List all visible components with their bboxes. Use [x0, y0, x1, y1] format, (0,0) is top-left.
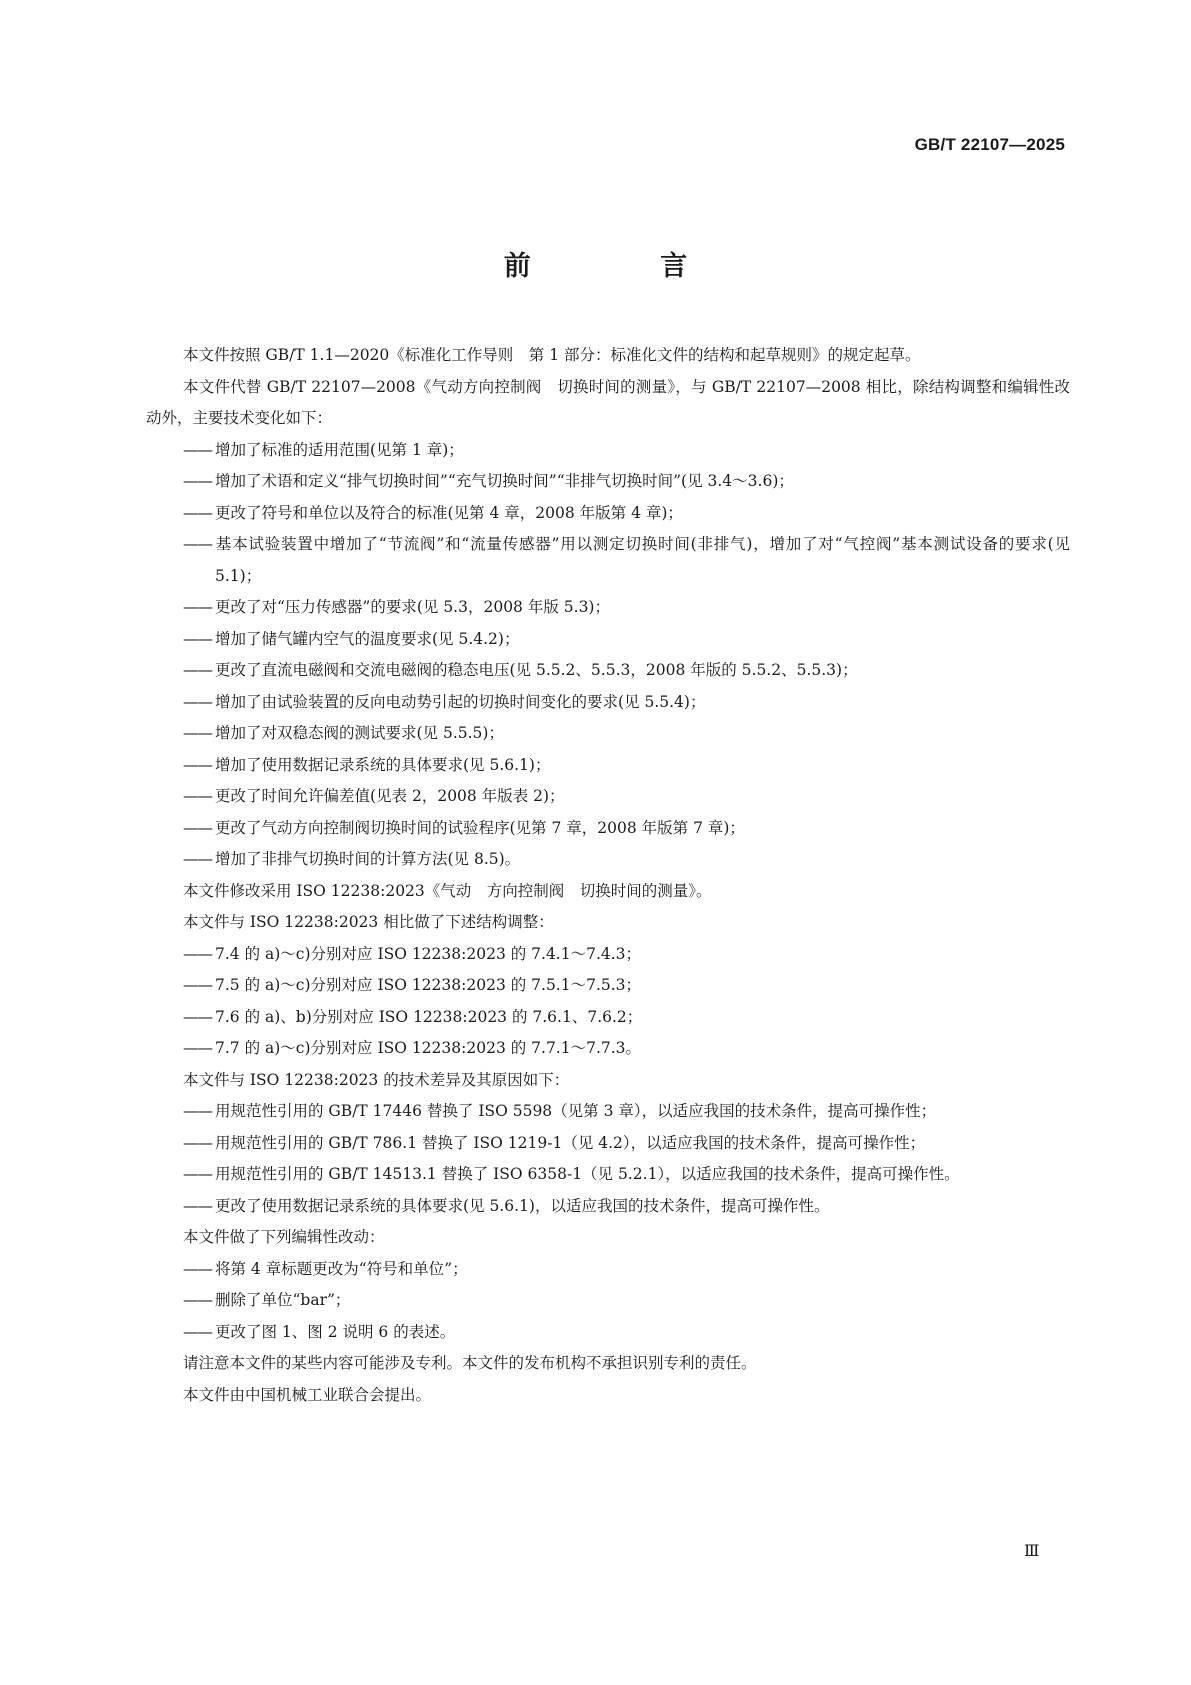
- dash-marker: ——: [183, 440, 212, 459]
- list-item: —— 更改了气动方向控制阀切换时间的试验程序(见第 7 章，2008 年版第 7 章)；: [146, 813, 1070, 845]
- standard-number: GB/T 22107—2025: [914, 135, 1065, 154]
- list-item: —— 增加了使用数据记录系统的具体要求(见 5.6.1)；: [146, 750, 1070, 782]
- dash-marker: ——: [183, 1291, 212, 1309]
- structure-changes-list: [146, 939, 1070, 1065]
- dash-marker: ——: [183, 503, 212, 522]
- dash-marker: ——: [183, 1322, 212, 1341]
- drafting-rule-paragraph: 本文件按照 GB/T 1.1—2020《标准化工作导则 第 1 部分：标准化文件的结构和起草规则》的规定起草。: [183, 346, 921, 364]
- list-item: —— 7.4 的 a)～c)分别对应 ISO 12238:2023 的 7.4.1～7.4.3；: [146, 939, 1070, 971]
- list-item: —— 用规范性引用的 GB/T 786.1 替换了 ISO 1219-1（见 4.2），以适应我国的技术条件，提高可操作性；: [146, 1128, 1070, 1160]
- list-item: —— 更改了符号和单位以及符合的标准(见第 4 章，2008 年版第 4 章)；: [146, 498, 1070, 530]
- dash-marker: ——: [183, 1259, 212, 1278]
- dash-marker: ——: [183, 724, 212, 742]
- list-item: —— 增加了术语和定义“排气切换时间”“充气切换时间”“非排气切换时间”(见 3.4～3.6)；: [146, 466, 1070, 498]
- dash-marker: ——: [183, 598, 212, 616]
- list-item: —— 更改了时间允许偏差值(见表 2，2008 年版表 2)；: [146, 781, 1070, 813]
- list-item: —— 基本试验装置中增加了“节流阀”和“流量传感器”用以测定切换时间(非排气)，增加了对“气控阀”基本测试设备的要求(见 5.1)；: [146, 529, 1070, 592]
- technical-differences-list: [146, 1096, 1070, 1222]
- list-item: —— 增加了标准的适用范围(见第 1 章)；: [146, 435, 1070, 467]
- dash-marker: ——: [183, 850, 212, 868]
- list-item: —— 增加了储气罐内空气的温度要求(见 5.4.2)；: [146, 624, 1070, 656]
- dash-marker: ——: [183, 1165, 212, 1183]
- list-item: —— 用规范性引用的 GB/T 14513.1 替换了 ISO 6358-1（见 5.2.1），以适应我国的技术条件，提高可操作性。: [146, 1159, 1070, 1191]
- patent-notice: 请注意本文件的某些内容可能涉及专利。本文件的发布机构不承担识别专利的责任。: [183, 1354, 757, 1372]
- proposer-statement: 本文件由中国机械工业联合会提出。: [183, 1385, 432, 1404]
- dash-marker: ——: [183, 755, 212, 774]
- list-item: —— 用规范性引用的 GB/T 17446 替换了 ISO 5598（见第 3 章），以适应我国的技术条件，提高可操作性；: [146, 1096, 1070, 1128]
- list-item: —— 更改了对“压力传感器”的要求(见 5.3，2008 年版 5.3)；: [146, 592, 1070, 624]
- dash-marker: ——: [183, 818, 212, 837]
- list-item: —— 将第 4 章标题更改为“符号和单位”；: [146, 1254, 1070, 1286]
- replacement-paragraph: 本文件代替 GB/T 22107—2008《气动方向控制阀 切换时间的测量》，与 GB/T 22107—2008 相比，除结构调整和编辑性改动外，主要技术变化如下：: [146, 377, 1070, 427]
- foreword-body: [146, 340, 1070, 1411]
- page-number: Ⅲ: [1024, 1541, 1040, 1560]
- editorial-changes-list: [146, 1254, 1070, 1349]
- list-item: —— 增加了对双稳态阀的测试要求(见 5.5.5)；: [146, 718, 1070, 750]
- dash-marker: ——: [183, 787, 212, 805]
- list-item: —— 7.5 的 a)～c)分别对应 ISO 12238:2023 的 7.5.1～7.5.3；: [146, 970, 1070, 1002]
- list-item: —— 更改了直流电磁阀和交流电磁阀的稳态电压(见 5.5.2、5.5.3，2008 年版的 5.5.2、5.5.3)；: [146, 655, 1070, 687]
- dash-marker: ——: [183, 1102, 212, 1120]
- list-item: —— 删除了单位“bar”；: [146, 1285, 1070, 1317]
- list-item: —— 更改了使用数据记录系统的具体要求(见 5.6.1)，以适应我国的技术条件，提高可操作性。: [146, 1191, 1070, 1223]
- dash-marker: ——: [183, 629, 212, 648]
- technical-changes-list: [146, 435, 1070, 876]
- list-item: —— 更改了图 1、图 2 说明 6 的表述。: [146, 1317, 1070, 1349]
- dash-marker: ——: [183, 1007, 212, 1026]
- adoption-statement: 本文件修改采用 ISO 12238:2023《气动 方向控制阀 切换时间的测量》。: [183, 881, 712, 900]
- page-title: 前 言: [503, 251, 748, 282]
- dash-marker: ——: [183, 1133, 212, 1152]
- list-item: —— 增加了非排气切换时间的计算方法(见 8.5)。: [146, 844, 1070, 876]
- structure-intro: 本文件与 ISO 12238:2023 相比做了下述结构调整：: [183, 913, 554, 931]
- list-item: —— 7.6 的 a)、b)分别对应 ISO 12238:2023 的 7.6.1、7.6.2；: [146, 1002, 1070, 1034]
- dash-marker: ——: [183, 661, 212, 679]
- differences-intro: 本文件与 ISO 12238:2023 的技术差异及其原因如下：: [183, 1070, 570, 1089]
- dash-marker: ——: [183, 535, 212, 553]
- dash-marker: ——: [183, 1039, 212, 1057]
- dash-marker: ——: [183, 1196, 212, 1215]
- dash-marker: ——: [183, 976, 212, 994]
- editorial-intro: 本文件做了下列编辑性改动：: [183, 1228, 385, 1246]
- dash-marker: ——: [183, 472, 212, 490]
- dash-marker: ——: [183, 944, 212, 963]
- dash-marker: ——: [183, 692, 212, 711]
- list-item: —— 增加了由试验装置的反向电动势引起的切换时间变化的要求(见 5.5.4)；: [146, 687, 1070, 719]
- list-item: —— 7.7 的 a)～c)分别对应 ISO 12238:2023 的 7.7.1～7.7.3。: [146, 1033, 1070, 1065]
